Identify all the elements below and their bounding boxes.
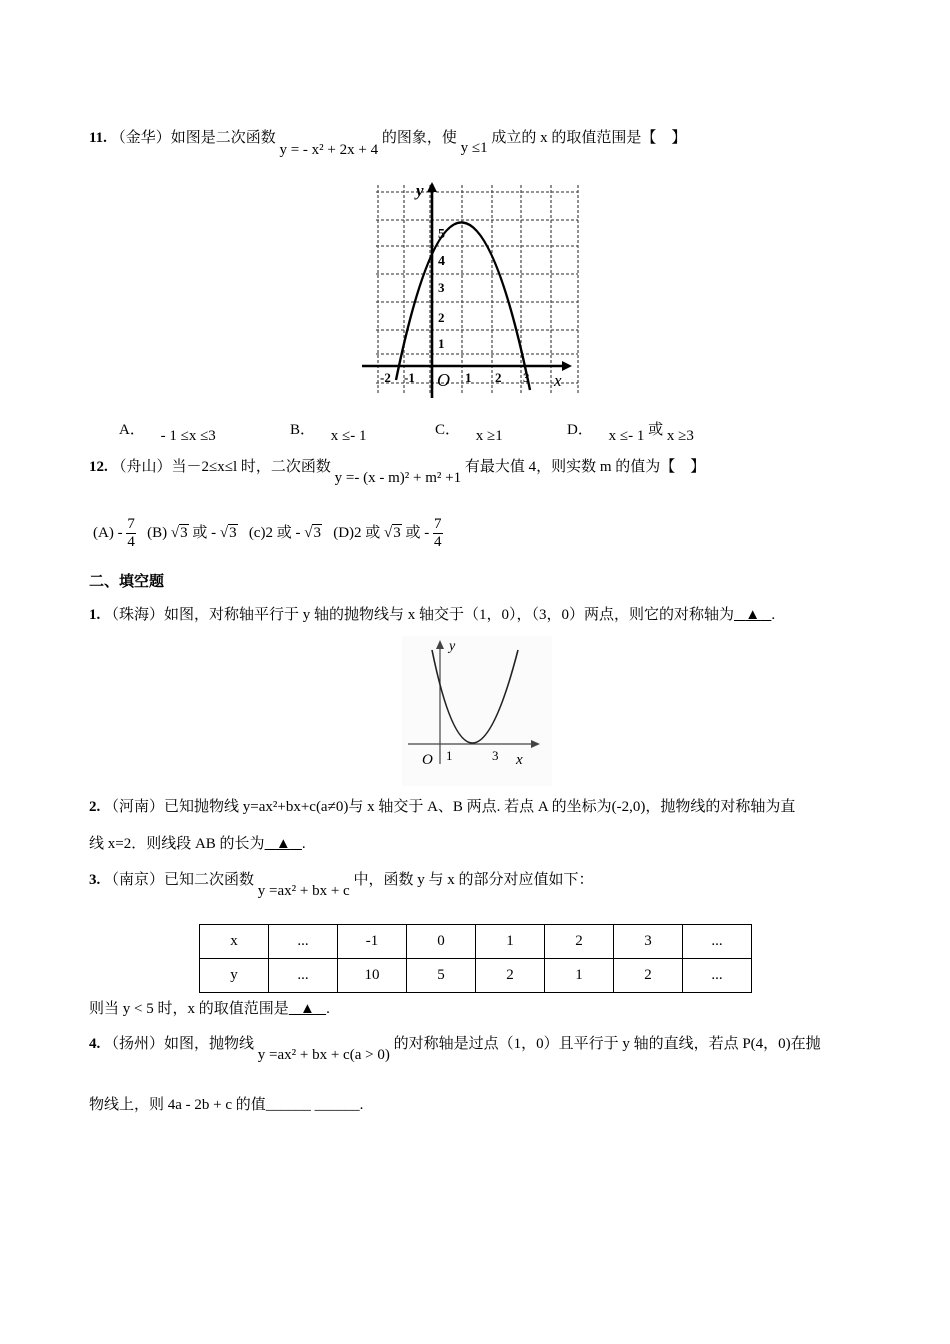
f3-value-table <box>199 924 752 993</box>
f2-end: . <box>301 836 306 852</box>
f3-end: . <box>326 1001 330 1017</box>
q12-option-c-label: (c)2 或 <box>248 525 292 541</box>
q11-tick-x: -2 <box>380 370 391 385</box>
q12-option-a-sign: - <box>117 525 123 541</box>
f3-after-line <box>89 999 330 1019</box>
f1-graph-origin: O <box>422 752 433 768</box>
minus-sign: - <box>424 525 430 541</box>
table-cell: 0 <box>407 925 476 959</box>
option-value-2: x ≥3 <box>666 428 694 444</box>
q11-line <box>89 128 687 158</box>
q11-tick-y: 3 <box>438 280 445 295</box>
sqrt-radicand: 3 <box>393 525 401 541</box>
fraction-numerator: 7 <box>434 516 442 533</box>
q11-tick-y: 5 <box>438 227 445 242</box>
f4-line2-pre: 物线上，则 <box>89 1097 165 1113</box>
option-or: 或 <box>648 422 664 438</box>
q12-option-a-fraction <box>126 516 136 551</box>
q11-tick-y: 4 <box>438 254 445 269</box>
table-cell: 2 <box>614 959 683 993</box>
q11-tick-x: -1 <box>404 370 415 385</box>
q11-text-mid: 的图象，使 <box>381 130 457 146</box>
f3-after-mid: 时，x 的取值范围是 <box>157 1001 289 1017</box>
f1-answer-blank[interactable] <box>734 607 771 623</box>
blank-marker: ▲ <box>275 836 291 852</box>
q11-graph-origin: O <box>437 370 450 390</box>
table-cell: 1 <box>545 959 614 993</box>
sqrt-radicand: 3 <box>180 525 188 541</box>
f4-line-2 <box>89 1095 363 1115</box>
or-word: 或 <box>192 525 208 541</box>
q11-number: 11. <box>89 130 107 146</box>
q12-option-d-label: (D)2 或 <box>333 525 381 541</box>
or-word: 或 <box>405 525 421 541</box>
fraction-denominator: 4 <box>434 534 442 551</box>
option-value: x ≤- 1 <box>608 428 645 444</box>
q12-function: y =- (x - m)² + m² +1 <box>334 470 462 486</box>
q12-option-b-label: (B) <box>147 525 168 541</box>
f3-number: 3. <box>89 872 101 888</box>
sqrt-sign: √ <box>170 525 180 541</box>
blank-marker: ▲ <box>300 1001 315 1017</box>
f1-line <box>89 605 775 625</box>
blank-marker: ▲ <box>745 607 761 623</box>
q12-number: 12. <box>89 459 108 475</box>
f4-expression: 4a - 2b + c <box>167 1097 233 1113</box>
minus-sign: - <box>211 525 217 541</box>
f2-number: 2. <box>89 799 101 815</box>
option-value: - 1 ≤x ≤3 <box>160 428 216 444</box>
f3-after-cond: y < 5 <box>122 1001 154 1017</box>
table-cell: 5 <box>407 959 476 993</box>
f3-answer-blank[interactable] <box>289 1001 326 1017</box>
option-value: x ≥1 <box>475 428 503 444</box>
f4-line-1 <box>89 1034 821 1063</box>
minus-sign: - <box>295 525 301 541</box>
f2-line-1 <box>89 797 795 817</box>
table-cell: -1 <box>338 925 407 959</box>
q11-option-a <box>119 420 216 444</box>
f3-text-pre: （南京）已知二次函数 <box>104 872 255 888</box>
sqrt-sign: √ <box>384 525 393 541</box>
table-cell: 2 <box>545 925 614 959</box>
q12-option-a-label: (A) <box>93 525 114 541</box>
sqrt-sign: √ <box>304 525 313 541</box>
q12-options <box>93 513 443 553</box>
f1-text: （珠海）如图，对称轴平行于 y 轴的抛物线与 x 轴交于（1，0），（3，0）两点，则它的对称轴为 <box>104 607 735 623</box>
f1-number: 1. <box>89 607 101 623</box>
q11-tick-x: 1 <box>465 370 472 385</box>
q11-condition: y ≤1 <box>460 140 488 156</box>
fraction-denominator: 4 <box>127 534 135 551</box>
f4-line2-post: 的值 <box>235 1097 266 1113</box>
q11-graph-y-label: y <box>416 181 424 200</box>
f1-parabola-graph <box>402 636 552 786</box>
table-cell: ... <box>683 959 752 993</box>
f3-after-pre: 则当 <box>89 1001 120 1017</box>
sqrt-radicand: 3 <box>313 525 321 541</box>
f2-text-2: 线 x=2．则线段 AB 的长为 <box>89 836 265 852</box>
f4-end: . <box>359 1097 364 1113</box>
f1-graph-y-label: y <box>449 639 456 654</box>
q11-tick-x: 3 <box>523 370 530 385</box>
table-cell: ... <box>683 925 752 959</box>
q11-option-c <box>435 420 503 444</box>
q12-text-pre: （舟山）当－2≤x≤l 时，二次函数 <box>111 459 331 475</box>
table-row <box>200 959 752 993</box>
table-cell: 3 <box>614 925 683 959</box>
q12-line <box>89 457 706 486</box>
f1-tick-1: 1 <box>446 748 453 763</box>
q12-text-post: 有最大值 4，则实数 m 的值为【 】 <box>464 459 706 475</box>
q11-parabola-graph <box>358 180 588 402</box>
f4-number: 4. <box>89 1036 101 1052</box>
option-label: A． <box>119 422 145 438</box>
q11-tick-x: 2 <box>495 370 502 385</box>
table-cell: 10 <box>338 959 407 993</box>
f4-function: y =ax² + bx + c(a > 0) <box>257 1047 390 1063</box>
q11-option-d <box>567 420 694 444</box>
option-label: B． <box>290 422 316 438</box>
sqrt-sign: √ <box>219 525 229 541</box>
section-title: 二、填空题 <box>89 574 165 590</box>
q11-graph-x-label: x <box>554 371 562 390</box>
f2-line-2 <box>89 834 306 854</box>
f4-text-pre: （扬州）如图，抛物线 <box>104 1036 255 1052</box>
table-cell: x <box>200 925 269 959</box>
f4-answer-blank[interactable]: ______ ______ <box>265 1097 360 1113</box>
q11-tick-y: 2 <box>438 310 445 325</box>
f4-text-post: 的对称轴是过点（1，0）且平行于 y 轴的直线，若点 P(4，0)在抛 <box>393 1036 821 1052</box>
f3-line <box>89 870 594 899</box>
f1-end: . <box>771 607 776 623</box>
q11-text-post: 成立的 x 的取值范围是【 】 <box>491 130 687 146</box>
f1-tick-3: 3 <box>492 748 499 763</box>
f3-function: y =ax² + bx + c <box>257 883 350 899</box>
f2-text-1: （河南）已知抛物线 y=ax²+bx+c(a≠0)与 x 轴交于 A、B 两点. 若点 A 的坐标为(-2,0)，抛物线的对称轴为直 <box>104 799 796 815</box>
f2-answer-blank[interactable] <box>265 836 302 852</box>
table-cell: 2 <box>476 959 545 993</box>
table-cell: y <box>200 959 269 993</box>
q11-tick-y: 1 <box>438 336 445 351</box>
f1-graph-x-label: x <box>516 752 523 768</box>
sqrt-radicand: 3 <box>229 525 237 541</box>
q11-option-b <box>290 420 367 444</box>
table-cell: 1 <box>476 925 545 959</box>
q11-text-pre: （金华）如图是二次函数 <box>110 130 276 146</box>
q11-function: y = - x² + 2x + 4 <box>279 142 379 158</box>
q12-option-d-fraction <box>433 516 443 551</box>
option-label: D． <box>567 422 593 438</box>
table-cell: ... <box>269 959 338 993</box>
fraction-numerator: 7 <box>127 516 135 533</box>
option-label: C． <box>435 422 461 438</box>
table-row <box>200 925 752 959</box>
f3-text-post: 中，函数 y 与 x 的部分对应值如下： <box>353 872 594 888</box>
table-cell: ... <box>269 925 338 959</box>
option-value: x ≤- 1 <box>330 428 367 444</box>
